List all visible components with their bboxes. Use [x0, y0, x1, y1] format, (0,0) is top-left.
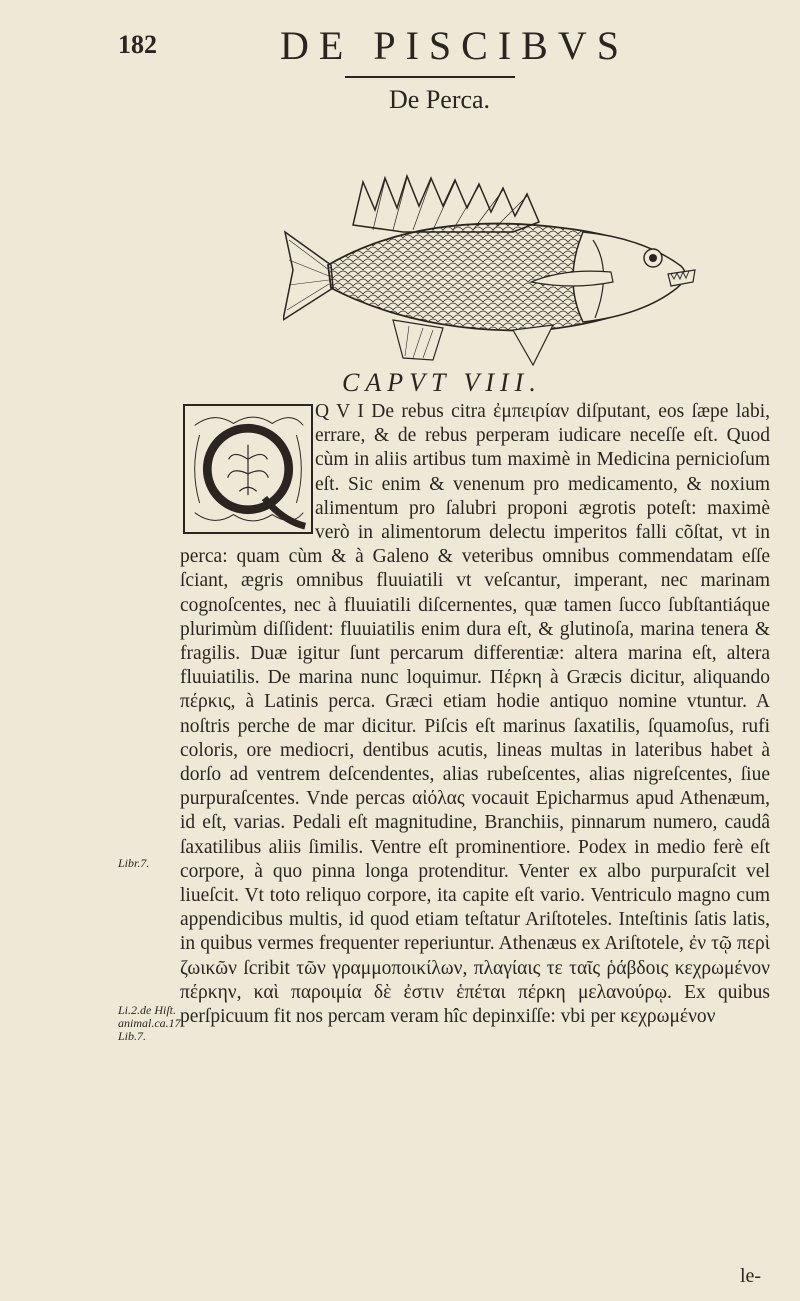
- catchword: le-: [740, 1265, 762, 1287]
- page-number: 182: [118, 30, 157, 59]
- perch-woodcut-icon: [283, 170, 703, 375]
- section-title: De Perca.: [389, 85, 491, 114]
- main-body-text: [180, 400, 770, 1029]
- margin-note-libr7: Libr.7.: [118, 856, 150, 870]
- body-paragraph: Q V I De rebus citra ἐμπειρίαν diſputant, eos ſæpe labi, errare, & de rebus perperam iudicare neceſſe eſt. Quod cùm in aliis artibus tum maximè in Medicina pernicioſum eſt. Sic enim & venenum pro medicamento, & noxium alimentum pro ſalubri proponi ægrotis poteſt: maximè verò in alimentorum delectu imperitos falli cõſtat, vt in perca: quam cùm & à Galeno & veteribus omnibus commendatam eſſe ſciant, ægris omnibus fluuiatili vt veſcantur, imperant, nec marinam cognoſcentes, nec à fluuiatili diſcernentes, quæ tamen ſucco ſubſtantiáque plurimùm diſſident: fluuiatilis enim dura eſt, & glutinoſa, marina tenera & fragilis. Duæ igitur ſunt percarum differentiæ: altera marina eſt, altera fluuiatilis. De marina nunc loquimur. Πέρκη à Græcis dicitur, aliquando πέρκις, à Latinis perca. Græci etiam hodie antiquo nomine vtuntur. A noſtris perche de mar dicitur. Piſcis eſt marinus ſaxatilis, ſquamoſus, rufi coloris, ore mediocri, dentibus acutis, lineas multas in lateribus habet à dorſo ad ventrem deſcendentes, alias rubeſcentes, alias nigreſcentes, ſiue purpuraſcentes. Vnde percas αἰόλας vocauit Epicharmus apud Athenæum, id eſt, varias. Pedali eſt magnitudine, Branchiis, pinnarum numero, caudâ ſaxatilibus aliis ſimilis. Ventre eſt prominentiore. Podex in medio ferè eſt corpore, à quo pinna longa protenditur. Venter ex albo purpuraſcit vel liueſcit. Vt toto reliquo corpore, ita capite eſt vario. Ventriculo magno cum appendicibus multis, id quod etiam teſtatur Ariſtoteles. Inteſtinis ſatis latis, in quibus vermes frequenter reperiuntur. Athenæus ex Ariſtotele, ἐν τῷ περὶ ζωικῶν ſcribit τῶν γραμμοποικίλων, πλαγίαις τε ταῖς ῥάβδοις κεχρωμένον πέρκην, καὶ παροιμία δὲ ἐστιν ἑπέται πέρκη μελανούρῳ. Ex quibus perſpicuum fit nos percam veram hîc depinxiſſe: vbi per κεχρωμένον: [180, 401, 770, 1028]
- running-head: DE PISCIBVS: [280, 23, 629, 68]
- margin-note-hist-line2: animal.ca.17.: [118, 1016, 184, 1030]
- margin-note-hist-line3: Lib.7.: [118, 1029, 147, 1043]
- initial-spacer: [180, 400, 315, 525]
- chapter-heading: CAPVT VIII.: [342, 368, 542, 397]
- margin-note-hist-line1: Li.2.de Hiſt.: [118, 1003, 177, 1017]
- title-rule: [345, 76, 515, 78]
